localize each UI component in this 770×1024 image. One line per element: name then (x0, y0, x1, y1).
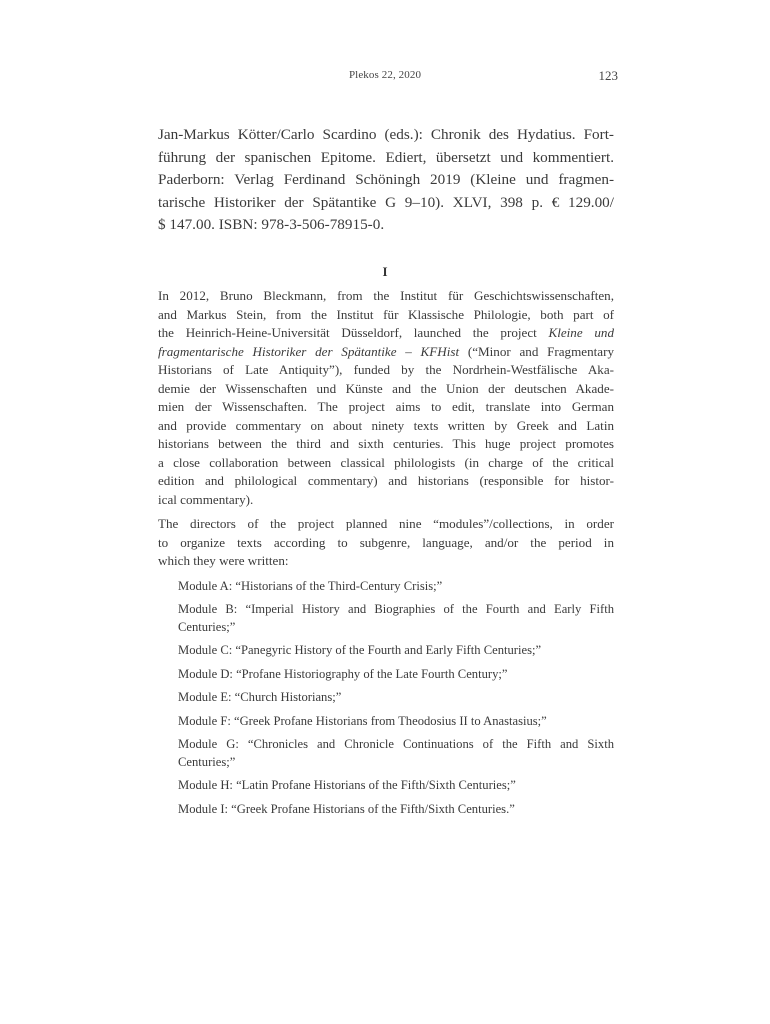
text-run: the Heinrich-Heine-Universität Düsseldorf, launched the project (158, 325, 549, 340)
text-line: demie der Wissenschaften und Künste and the Union der deutschen Akade- (158, 380, 614, 396)
text-line: a close collaboration between classical philologists (in charge of the critical (158, 454, 614, 470)
text-line: historians between the third and sixth centuries. This huge project promotes (158, 436, 614, 451)
text-line: In 2012, Bruno Bleckmann, from the Institut für Geschichtswissenschaften, (158, 288, 614, 303)
paragraph-modules-intro (158, 515, 614, 571)
module-item (178, 578, 614, 596)
module-item (178, 666, 614, 684)
text-run: (“Minor and Fragmentary (459, 343, 614, 359)
module-item (178, 642, 614, 660)
text-line: ical commentary). (158, 491, 254, 507)
module-text: Module F: “Greek Profane Historians from Theodosius II to Anastasius;” (178, 713, 547, 728)
citation-line: Paderborn: Verlag Ferdinand Schöningh 2019 (Kleine und fragmen- (158, 171, 614, 189)
page-number: 123 (598, 68, 618, 83)
module-item (178, 736, 614, 771)
text-line (158, 343, 614, 362)
text-line: edition and philological commentary) and historians (responsible for histor- (158, 473, 614, 488)
module-text: Module B: “Imperial History and Biographies of the Fourth and Early Fifth (178, 602, 614, 616)
module-item (178, 777, 614, 795)
text-line: Historians of Late Antiquity”), funded by the Nordrhein-Westfälische Aka- (158, 362, 614, 377)
module-text: Module E: “Church Historians;” (178, 690, 342, 704)
text-line: The directors of the project planned nine “modules”/collections, in order (158, 516, 614, 531)
body-text (158, 287, 614, 824)
text-line: mien der Wissenschaften. The project aims to edit, translate into German (158, 399, 614, 414)
project-title-italic: fragmentarische Historiker der Spätantike – KFHist (158, 343, 460, 359)
module-text: Module A: “Historians of the Third-Century Crisis;” (178, 578, 443, 593)
text-line: which they were written: (158, 553, 289, 568)
module-text: Centuries;” (178, 754, 236, 769)
module-text: Centuries;” (178, 619, 236, 634)
module-text: Module H: “Latin Profane Historians of the Fifth/Sixth Centuries;” (178, 778, 516, 792)
journal-header: Plekos 22, 2020 (348, 69, 422, 81)
module-text: Module I: “Greek Profane Historians of the Fifth/Sixth Centuries.” (178, 801, 515, 816)
module-list (158, 578, 614, 819)
project-title-italic: Kleine und (548, 325, 614, 340)
text-line: and Markus Stein, from the Institut für Klassische Philologie, both part of (158, 306, 614, 322)
module-item (178, 689, 614, 707)
text-line: to organize texts according to subgenre, language, and/or the period in (158, 534, 614, 550)
module-text: Module D: “Profane Historiography of the Late Fourth Century;” (178, 666, 508, 681)
module-text: Module G: “Chronicles and Chronicle Continuations of the Fifth and Sixth (178, 737, 614, 751)
text-line: and provide commentary on about ninety texts written by Greek and Latin (158, 417, 614, 433)
citation-line: tarische Historiker der Spätantike G 9–10). XLVI, 398 p. € 129.00/ (158, 193, 614, 211)
citation-line: $ 147.00. ISBN: 978-3-506-78915-0. (158, 216, 385, 234)
citation-line: Jan-Markus Kötter/Carlo Scardino (eds.): Chronik des Hydatius. Fort- (158, 126, 614, 143)
module-text: Module C: “Panegyric History of the Fourth and Early Fifth Centuries;” (178, 643, 542, 657)
book-citation (158, 124, 614, 237)
citation-line: führung der spanischen Epitome. Ediert, übersetzt und kommentiert. (158, 148, 614, 166)
text-line (158, 324, 614, 343)
section-heading: I (382, 264, 388, 279)
module-item (178, 713, 614, 731)
module-item (178, 801, 614, 819)
module-item (178, 601, 614, 636)
paragraph-intro (158, 287, 614, 509)
